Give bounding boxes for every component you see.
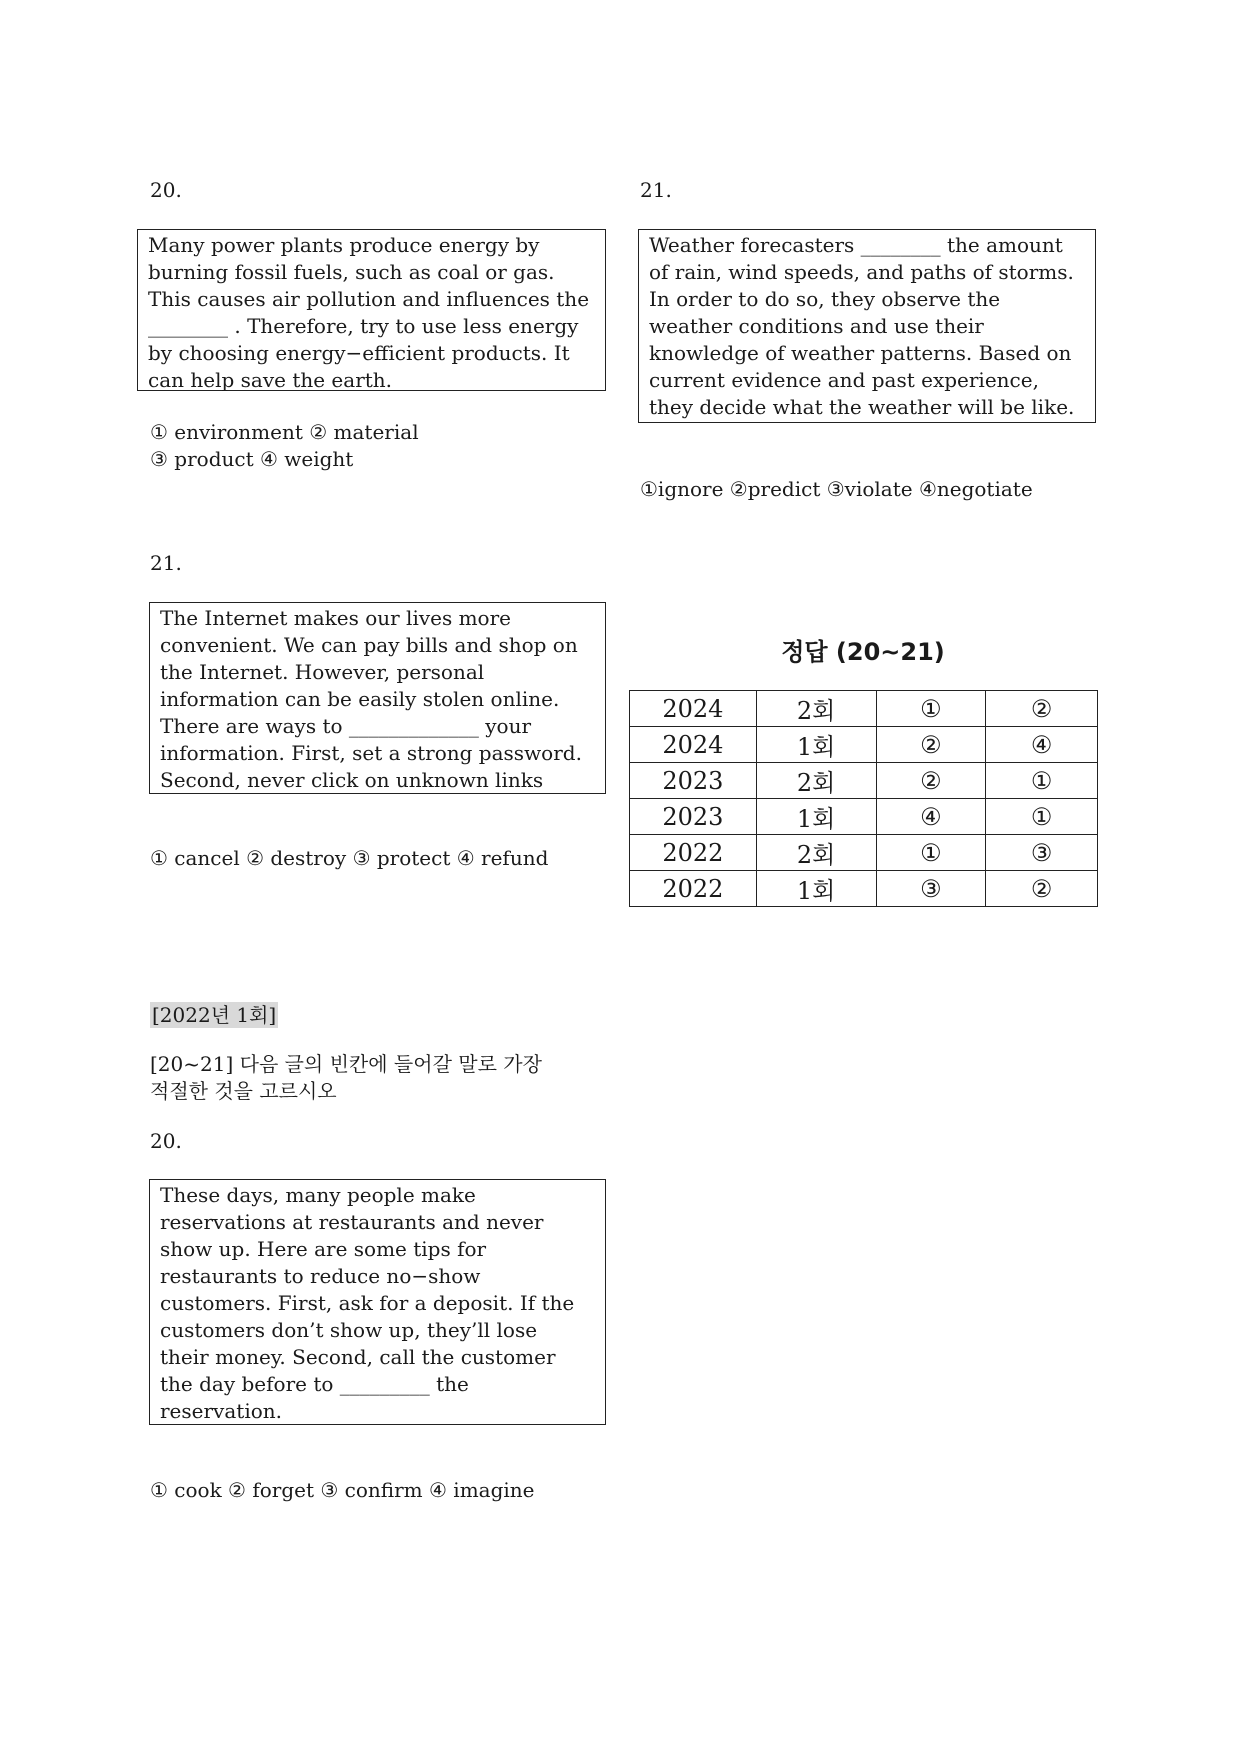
choice-line: ③ product ④ weight [150,447,354,471]
exam-session-label [150,999,278,1028]
passage-line: These days, many people make [160,1183,476,1207]
table-cell: 2022 [630,835,757,871]
table-cell: 1회 [756,871,876,907]
table-cell: ③ [986,835,1098,871]
passage-line: weather conditions and use their [649,314,984,338]
question-number: 21. [640,178,672,202]
table-cell: ① [986,763,1098,799]
passage-line: current evidence and past experience, [649,368,1039,392]
table-cell: ④ [986,727,1098,763]
passage-line: information. First, set a strong password. [160,741,582,765]
question-number: 21. [150,551,182,575]
table-cell: 2024 [630,691,757,727]
table-cell: 2023 [630,763,757,799]
passage-line: Many power plants produce energy by [148,233,540,257]
table-row [630,871,1098,907]
passage-line: burning fossil fuels, such as coal or gas. [148,260,555,284]
table-cell: 2회 [756,835,876,871]
choice-line: ①ignore ②predict ③violate ④negotiate [640,477,1033,501]
table-cell: ④ [876,799,986,835]
answer-key-table [629,690,1098,907]
table-cell: ③ [876,871,986,907]
table-cell: ② [876,763,986,799]
passage-line: show up. Here are some tips for [160,1237,487,1261]
passage-line: ________ . Therefore, try to use less energy [148,314,579,338]
passage-line: customers don’t show up, they’ll lose [160,1318,538,1342]
passage-line: of rain, wind speeds, and paths of storms. [649,260,1074,284]
table-cell: 2회 [756,691,876,727]
table-cell: 1회 [756,727,876,763]
answer-choices [150,845,548,872]
question-number: 20. [150,1129,182,1153]
instruction-line: [20~21] 다음 글의 빈칸에 들어갈 말로 가장 [150,1052,542,1076]
table-cell: 2022 [630,871,757,907]
passage-line: There are ways to _____________ your [160,714,532,738]
instruction-line: 적절한 것을 고르시오 [150,1079,337,1103]
table-cell: ② [876,727,986,763]
table-cell: 2024 [630,727,757,763]
table-row [630,727,1098,763]
table-cell: ① [986,799,1098,835]
table-cell: ① [876,835,986,871]
passage-line: knowledge of weather patterns. Based on [649,341,1072,365]
passage-line: Second, never click on unknown links [160,768,544,792]
passage-line: In order to do so, they observe the [649,287,1001,311]
passage-line: the day before to _________ the [160,1372,469,1396]
choice-line: ① cancel ② destroy ③ protect ④ refund [150,846,549,870]
table-cell: 1회 [756,799,876,835]
passage-line: the Internet. However, personal [160,660,485,684]
passage-box [137,229,606,391]
choice-line: ① environment ② material [150,420,419,444]
passage-line: This causes air pollution and influences the [148,287,590,311]
table-cell: 2회 [756,763,876,799]
instruction-text [150,1051,542,1105]
passage-line: convenient. We can pay bills and shop on [160,633,578,657]
table-cell: ② [986,691,1098,727]
passage-box [149,602,606,794]
passage-box [149,1179,606,1425]
answer-key-title: 정답 (20~21) [781,638,945,666]
table-row [630,835,1098,871]
passage-line: Weather forecasters ________ the amount [649,233,1063,257]
table-cell: ① [876,691,986,727]
answer-choices [150,1477,535,1504]
answer-choices [640,476,1033,503]
choice-line: ① cook ② forget ③ confirm ④ imagine [150,1478,535,1502]
passage-line: information can be easily stolen online. [160,687,560,711]
table-row [630,799,1098,835]
passage-line: their money. Second, call the customer [160,1345,556,1369]
table-cell: ② [986,871,1098,907]
passage-line: they decide what the weather will be like. [649,395,1075,419]
passage-line: by choosing energy−efficient products. It [148,341,570,365]
table-row [630,763,1098,799]
passage-line: customers. First, ask for a deposit. If the [160,1291,575,1315]
passage-line: The Internet makes our lives more [160,606,511,630]
answer-choices [150,419,419,473]
table-cell: 2023 [630,799,757,835]
passage-line: reservations at restaurants and never [160,1210,544,1234]
table-row [630,691,1098,727]
passage-box [638,229,1096,423]
passage-line: reservation. [160,1399,282,1423]
question-number: 20. [150,178,182,202]
exam-session-tag: [2022년 1회] [152,1003,277,1027]
passage-line: restaurants to reduce no−show [160,1264,481,1288]
passage-line: can help save the earth. [148,368,393,392]
